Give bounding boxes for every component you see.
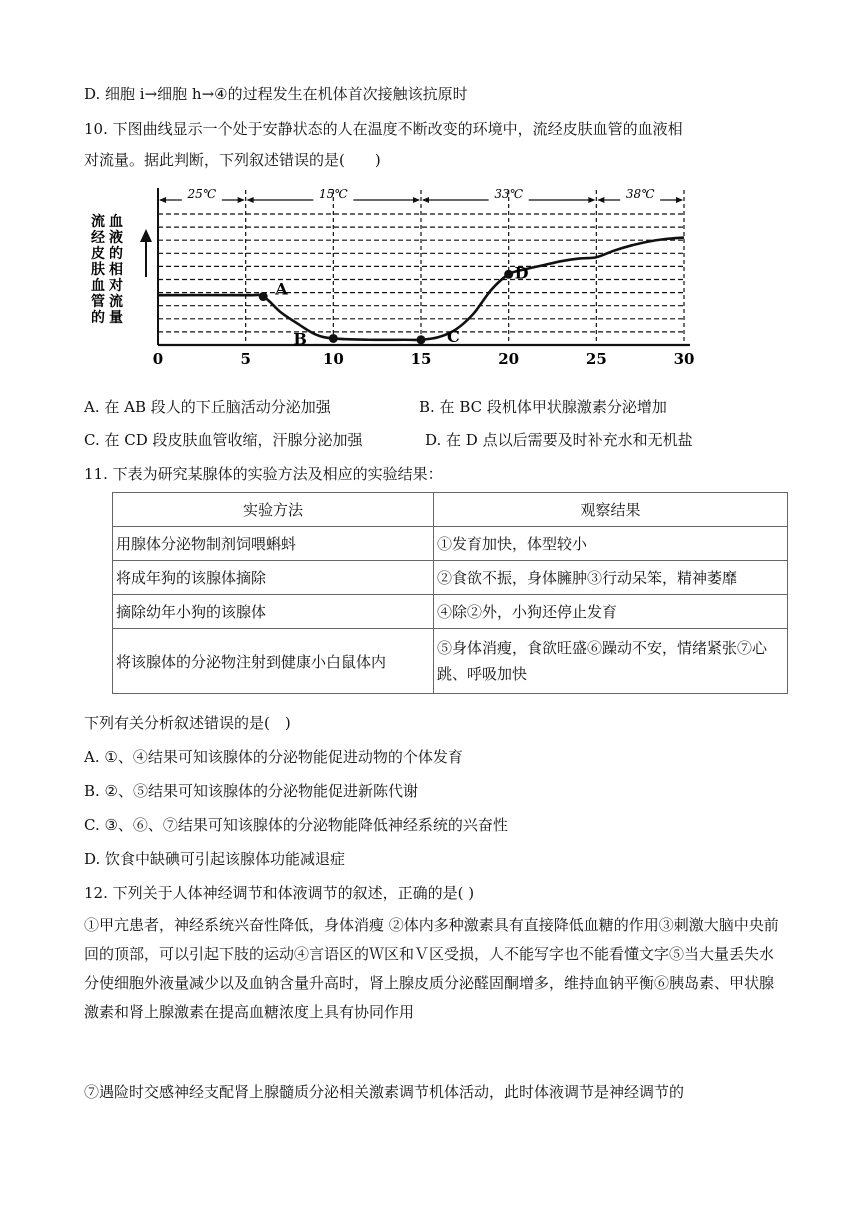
table-row: [113, 561, 788, 595]
ylabel-char: 肤: [91, 262, 105, 278]
q10-option-c: C. 在 CD 段皮肤血管收缩，汗腺分泌加强: [84, 431, 363, 449]
x-tick-label: 20: [498, 350, 520, 368]
q12-item7: ⑦遇险时交感神经支配肾上腺髓质分泌相关激素调节机体活动，此时体液调节是神经调节的: [84, 1083, 685, 1101]
curve-point: [259, 292, 268, 301]
q10-option-a: A. 在 AB 段人的下丘脑活动分泌加强: [84, 398, 331, 416]
q11-stem: 11. 下表为研究某腺体的实验方法及相应的实验结果：: [84, 465, 443, 483]
ylabel-char: 的: [91, 310, 105, 326]
band-arrow-right: [413, 197, 420, 203]
band-arrow-right: [588, 197, 595, 203]
band-arrow-right: [676, 197, 683, 203]
chart-ylabel: [91, 213, 123, 326]
q10-option-b: B. 在 BC 段机体甲状腺激素分泌增加: [419, 398, 667, 416]
q9-option-d: D. 细胞 i→细胞 h→④的过程发生在机体首次接触该抗原时: [84, 85, 468, 103]
x-tick-label: 25: [585, 350, 607, 368]
x-tick-label: 10: [322, 350, 344, 368]
x-tick-label: 0: [152, 350, 164, 368]
ylabel-char: 液: [109, 230, 123, 246]
band-label: 38℃: [625, 187, 655, 201]
table-header: 观察结果: [434, 493, 788, 527]
band-arrow-right: [238, 197, 245, 203]
q11-option-a: A. ①、④结果可知该腺体的分泌物能促进动物的个体发育: [84, 748, 463, 766]
curve-point-label: C: [447, 326, 460, 346]
x-tick-label: 15: [410, 350, 432, 368]
curve-point: [329, 334, 338, 343]
ylabel-char: 经: [91, 230, 105, 246]
blood-flow-chart: [84, 182, 704, 382]
x-tick-labels: [153, 350, 695, 368]
ylabel-char: 血: [109, 214, 123, 230]
ylabel-char: 流: [91, 214, 105, 230]
ylabel-char: 皮: [91, 246, 105, 262]
temperature-bands: [159, 187, 683, 204]
q11-option-d: D. 饮食中缺碘可引起该腺体功能减退症: [84, 850, 346, 868]
band-arrow-left: [247, 197, 254, 203]
curve-point-label: B: [293, 329, 307, 349]
table-cell-method: 将成年狗的该腺体摘除: [113, 561, 434, 595]
chart-grid: [158, 190, 684, 345]
ylabel-char: 的: [109, 246, 123, 262]
table-cell-method: 用腺体分泌物制剂饲喂蝌蚪: [113, 527, 434, 561]
table-header-row: [113, 493, 788, 527]
curve-point: [504, 270, 513, 279]
table-cell-result: ②食欲不振，身体臃肿③行动呆笨，精神萎靡: [434, 561, 788, 595]
table-cell-result: ①发育加快，体型较小: [434, 527, 788, 561]
band-label: 25℃: [187, 187, 217, 201]
experiment-table: [112, 492, 788, 694]
band-arrow-left: [422, 197, 429, 203]
band-arrow-left: [159, 197, 166, 203]
q11-option-b: B. ②、⑤结果可知该腺体的分泌物能促进新陈代谢: [84, 782, 419, 800]
curve-point-label: A: [275, 279, 288, 299]
table-row: [113, 527, 788, 561]
q10-option-d: D. 在 D 点以后需要及时补充水和无机盐: [425, 431, 693, 449]
x-tick-label: 5: [240, 350, 251, 368]
band-label: 33℃: [494, 187, 524, 201]
ylabel-char: 相: [109, 262, 123, 278]
curve-point: [417, 335, 426, 344]
q11-option-c: C. ③、⑥、⑦结果可知该腺体的分泌物能降低神经系统的兴奋性: [84, 816, 508, 834]
q12-stem: 12. 下列关于人体神经调节和体液调节的叙述，正确的是( ): [84, 884, 475, 902]
table-row: [113, 629, 788, 694]
y-axis-arrow: [140, 229, 152, 277]
band-label: 15℃: [318, 187, 348, 201]
q10-stem-line1: 10. 下图曲线显示一个处于安静状态的人在温度不断改变的环境中，流经皮肤血管的血液相: [84, 120, 683, 138]
x-tick-label: 30: [673, 350, 695, 368]
q10-stem-line2: 对流量。据此判断，下列叙述错误的是( ): [84, 151, 381, 169]
table-row: [113, 595, 788, 629]
table-cell-method: 摘除幼年小狗的该腺体: [113, 595, 434, 629]
table-cell-result: ④除②外，小狗还停止发育: [434, 595, 788, 629]
table-header: 实验方法: [113, 493, 434, 527]
ylabel-char: 量: [109, 310, 123, 326]
ylabel-char: 血: [91, 278, 105, 294]
q12-body: ①甲亢患者，神经系统兴奋性降低，身体消瘦 ②体内多种激素具有直接降低血糖的作用③刺激大脑中央前回的顶部，可以引起下肢的运动④言语区的Ｗ区和Ｖ区受损，人不能写字也不能看懂文字⑤当大量丢失水分使细胞外液量减少以及血钠含量升高时，肾上腺皮质分泌醛固酮增多，维持血钠平衡⑥胰岛素、甲状腺激素和肾上腺激素在提高血糖浓度上具有协同作用: [84, 916, 779, 1021]
ylabel-char: 对: [109, 278, 123, 294]
table-cell-result: ⑤身体消瘦，食欲旺盛⑥躁动不安，情绪紧张⑦心跳、呼吸加快: [434, 629, 788, 694]
band-arrow-left: [597, 197, 604, 203]
table-cell-method: 将该腺体的分泌物注射到健康小白鼠体内: [113, 629, 434, 694]
q11-question: 下列有关分析叙述错误的是( ): [84, 714, 291, 732]
curve-point-label: D: [514, 263, 529, 283]
ylabel-char: 管: [91, 294, 105, 310]
ylabel-char: 流: [109, 294, 123, 310]
